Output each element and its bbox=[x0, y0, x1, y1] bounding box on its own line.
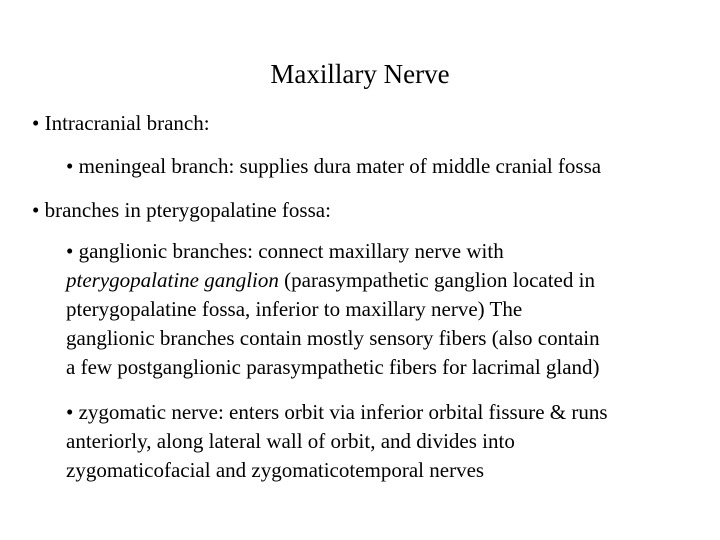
ganglionic-line-2-rest: (parasympathetic ganglion located in bbox=[278, 268, 595, 292]
bullet-pterygopalatine-branches: • branches in pterygopalatine fossa: bbox=[32, 198, 331, 222]
sub-bullet-zygomatic-nerve bbox=[66, 398, 696, 485]
ganglionic-line-1: • ganglionic branches: connect maxillary nerve with bbox=[66, 239, 504, 263]
zygomatic-line-3: zygomaticofacial and zygomaticotemporal nerves bbox=[66, 458, 485, 482]
ganglionic-line-2 bbox=[66, 266, 696, 295]
slide-title: Maxillary Nerve bbox=[270, 59, 450, 89]
sub-bullet-ganglionic-branches bbox=[66, 237, 696, 382]
zygomatic-line-2: anteriorly, along lateral wall of orbit, and divides into bbox=[66, 429, 515, 453]
ganglionic-line-3: pterygopalatine fossa, inferior to maxillary nerve) The bbox=[66, 297, 523, 321]
ganglionic-line-4: ganglionic branches contain mostly sensory fibers (also contain bbox=[66, 326, 600, 350]
bullet-intracranial-branch: • Intracranial branch: bbox=[32, 111, 210, 135]
zygomatic-line-1: • zygomatic nerve: enters orbit via inferior orbital fissure & runs bbox=[66, 400, 608, 424]
pterygopalatine-ganglion-term: pterygopalatine ganglion bbox=[66, 268, 279, 292]
sub-bullet-meningeal-branch: • meningeal branch: supplies dura mater of middle cranial fossa bbox=[66, 154, 602, 178]
ganglionic-line-5: a few postganglionic parasympathetic fibers for lacrimal gland) bbox=[66, 355, 600, 379]
